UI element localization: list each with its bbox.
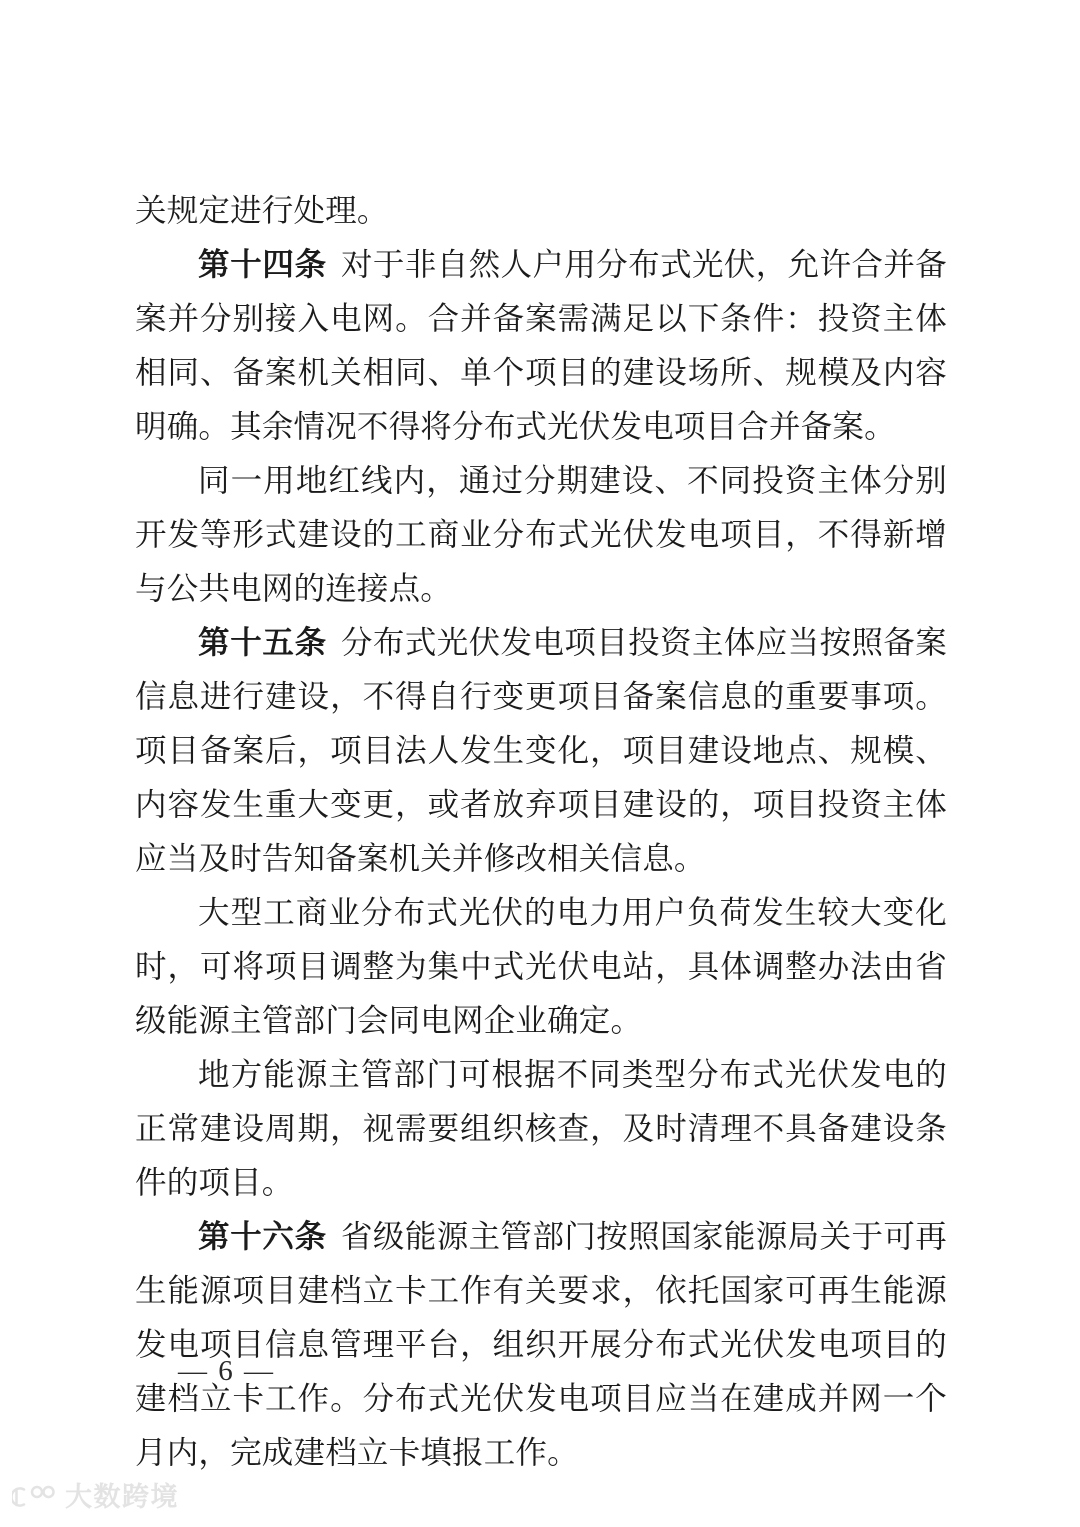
paragraph-article-15	[135, 615, 947, 885]
paragraph-article-14	[135, 237, 947, 453]
paragraph-text: 分布式光伏发电项目投资主体应当按照备案信息进行建设，不得自行变更项目备案信息的重要事项。项目备案后，项目法人发生变化，项目建设地点、规模、内容发生重大变更，或者放弃项目建设的，项目投资主体应当及时告知备案机关并修改相关信息。	[135, 624, 947, 876]
paragraph-article-16	[135, 1209, 947, 1479]
dashu-kuajing-logo-icon	[12, 1482, 56, 1512]
page-number: — 6 —	[178, 1355, 275, 1387]
watermark	[12, 1482, 179, 1512]
paragraph-15-2	[135, 885, 947, 1047]
paragraph-text: 同一用地红线内，通过分期建设、不同投资主体分别开发等形式建设的工商业分布式光伏发电项目，不得新增与公共电网的连接点。	[135, 462, 947, 606]
article-label-16: 第十六条	[198, 1218, 327, 1254]
article-label-15: 第十五条	[198, 624, 327, 660]
paragraph-text: 省级能源主管部门按照国家能源局关于可再生能源项目建档立卡工作有关要求，依托国家可再生能源发电项目信息管理平台，组织开展分布式光伏发电项目的建档立卡工作。分布式光伏发电项目应当在建成并网一个月内，完成建档立卡填报工作。	[135, 1218, 947, 1470]
paragraph-15-3	[135, 1047, 947, 1209]
article-label-14: 第十四条	[198, 246, 327, 282]
paragraph-text: 关规定进行处理。	[135, 192, 389, 228]
paragraph-14-2	[135, 453, 947, 615]
paragraph-text: 大型工商业分布式光伏的电力用户负荷发生较大变化时，可将项目调整为集中式光伏电站，具体调整办法由省级能源主管部门会同电网企业确定。	[135, 894, 947, 1038]
paragraph-continued-top	[135, 183, 947, 237]
watermark-text: 大数跨境	[65, 1481, 179, 1512]
paragraph-text: 对于非自然人户用分布式光伏，允许合并备案并分别接入电网。合并备案需满足以下条件：投资主体相同、备案机关相同、单个项目的建设场所、规模及内容明确。其余情况不得将分布式光伏发电项目合并备案。	[135, 246, 947, 444]
document-body	[135, 183, 947, 1479]
paragraph-text: 地方能源主管部门可根据不同类型分布式光伏发电的正常建设周期，视需要组织核查，及时清理不具备建设条件的项目。	[135, 1056, 947, 1200]
